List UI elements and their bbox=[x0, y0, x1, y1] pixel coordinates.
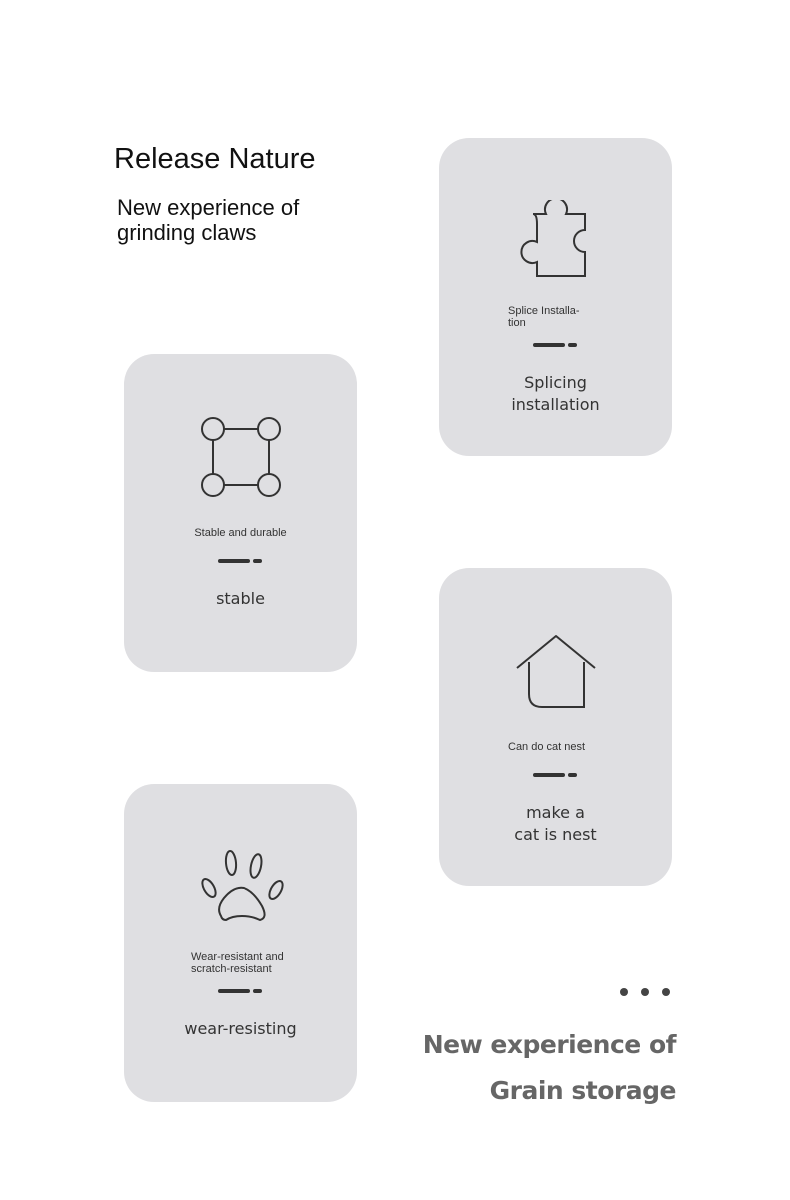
puzzle-icon bbox=[439, 200, 672, 282]
card-small-label: Can do cat nest bbox=[508, 741, 586, 753]
card-small-label: Wear-resistant and scratch-resistant bbox=[191, 951, 284, 975]
house-icon bbox=[439, 632, 672, 712]
footer-line-2: Grain storage bbox=[489, 1076, 676, 1105]
hero-subtitle: New experience of grinding claws bbox=[117, 195, 300, 245]
card-big-label: stable bbox=[216, 589, 265, 608]
square-frame-icon bbox=[124, 412, 357, 502]
card-big-label: make a cat is nest bbox=[514, 803, 597, 844]
card-big-label: Splicing installation bbox=[511, 373, 600, 414]
feature-card-splice bbox=[439, 138, 672, 456]
hero-title: Release Nature bbox=[114, 143, 316, 175]
feature-card-nest bbox=[439, 568, 672, 886]
feature-card-stable bbox=[124, 354, 357, 672]
ellipsis-dots bbox=[620, 988, 670, 996]
feature-card-wear bbox=[124, 784, 357, 1102]
card-small-label: Splice Installa- tion bbox=[508, 305, 580, 329]
card-small-label: Stable and durable bbox=[194, 527, 287, 539]
footer-line-1: New experience of bbox=[422, 1030, 676, 1059]
card-big-label: wear-resisting bbox=[184, 1019, 297, 1038]
paw-icon bbox=[124, 848, 357, 928]
